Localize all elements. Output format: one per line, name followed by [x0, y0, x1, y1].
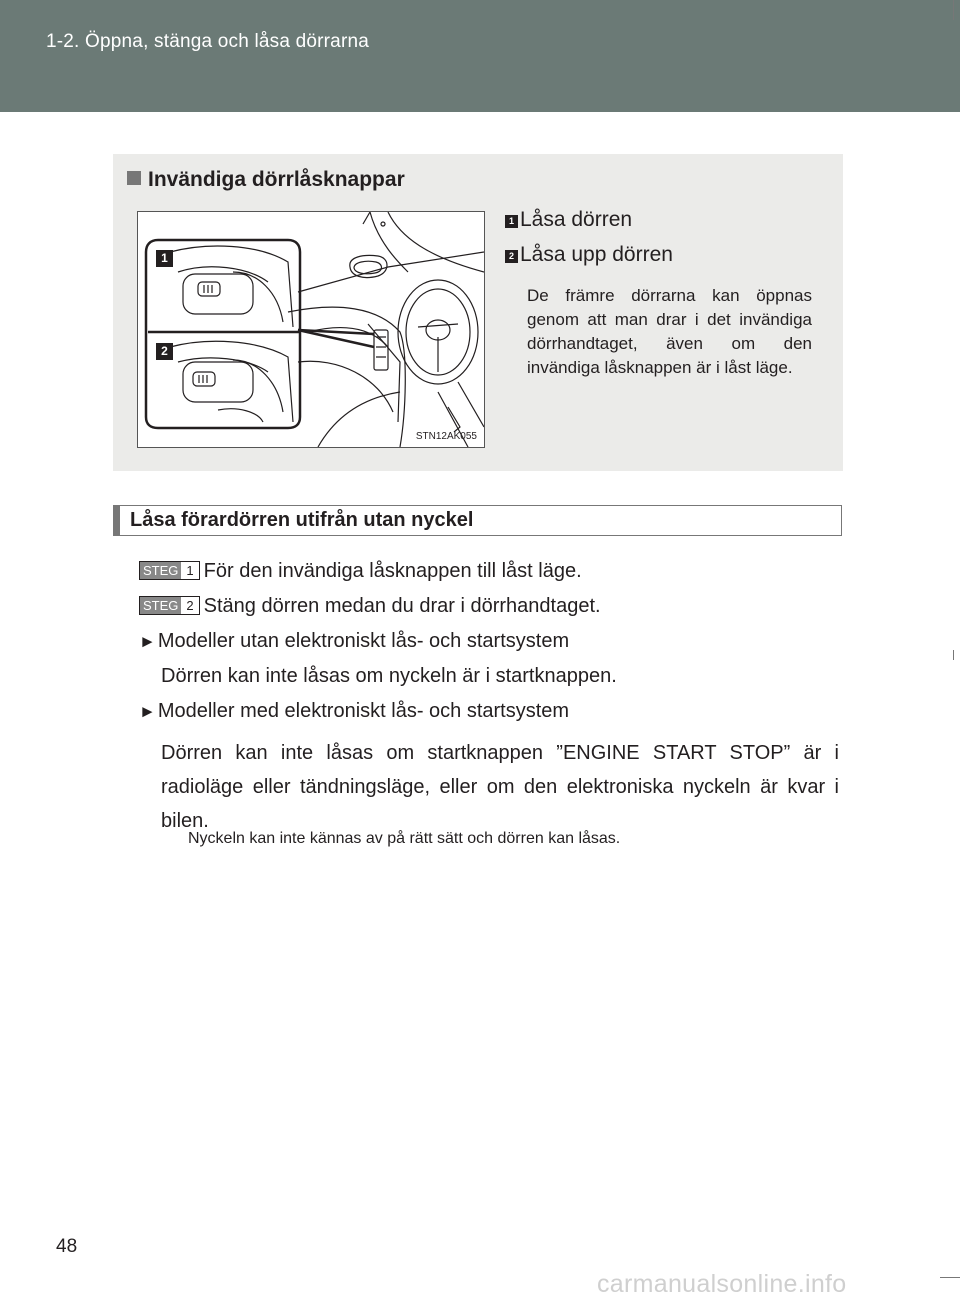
model1-text: Dörren kan inte låsas om nyckeln är i startknappen. — [161, 665, 617, 687]
info-note: De främre dörrarna kan öppnas genom att man drar i det invändiga dörrhandtaget, även om den invändiga låsknappen är i låst läge. — [527, 286, 812, 377]
legend-item-lock: 1 Låsa dörren — [505, 208, 632, 232]
triangle-arrow-icon: ► — [139, 632, 156, 651]
step-text: Stäng dörren medan du drar i dörrhandtaget. — [203, 595, 601, 617]
legend-item-unlock: 2 Låsa upp dörren — [505, 243, 673, 267]
section-title: Låsa förardörren utifrån utan nyckel — [130, 509, 474, 531]
section-heading — [113, 505, 842, 536]
chapter-title: 1-2. Öppna, stänga och låsa dörrarna — [46, 31, 370, 52]
callout-1-badge: 1 — [156, 250, 173, 267]
model1-heading: ► Modeller utan elektroniskt lås- och startsystem — [139, 630, 570, 652]
square-bullet-icon — [127, 171, 141, 185]
step-2 — [139, 595, 601, 618]
info-box — [113, 154, 843, 471]
step-text: För den invändiga låsknappen till låst läge. — [203, 560, 582, 582]
heading-bar — [114, 506, 120, 535]
info-title: Invändiga dörrlåsknappar — [127, 168, 405, 192]
header-band — [0, 0, 960, 112]
crop-mark — [940, 1277, 960, 1278]
figure-code: STN12AK055 — [415, 431, 477, 442]
model2-heading: ► Modeller med elektroniskt lås- och startsystem — [139, 700, 570, 722]
step-badge: STEG 2 — [139, 596, 200, 615]
watermark: carmanualsonline.info — [597, 1270, 847, 1298]
door-lock-illustration — [137, 211, 485, 448]
number-1-badge: 1 — [505, 215, 518, 228]
step-1 — [139, 560, 582, 583]
triangle-arrow-icon: ► — [139, 702, 156, 721]
callout-2-badge: 2 — [156, 343, 173, 360]
crop-mark — [953, 0, 954, 20]
crop-mark — [953, 650, 954, 660]
model2-text: Dörren kan inte låsas om startknappen ”ENGINE START STOP” är i radioläge eller tändningsläge, eller om den elektroniska nyckeln är kvar i bilen. — [161, 742, 839, 832]
key-note: Nyckeln kan inte kännas av på rätt sätt och dörren kan låsas. — [188, 830, 621, 847]
number-2-badge: 2 — [505, 250, 518, 263]
page-number: 48 — [56, 1236, 78, 1257]
car-interior-drawing — [138, 212, 484, 447]
step-badge: STEG 1 — [139, 561, 200, 580]
